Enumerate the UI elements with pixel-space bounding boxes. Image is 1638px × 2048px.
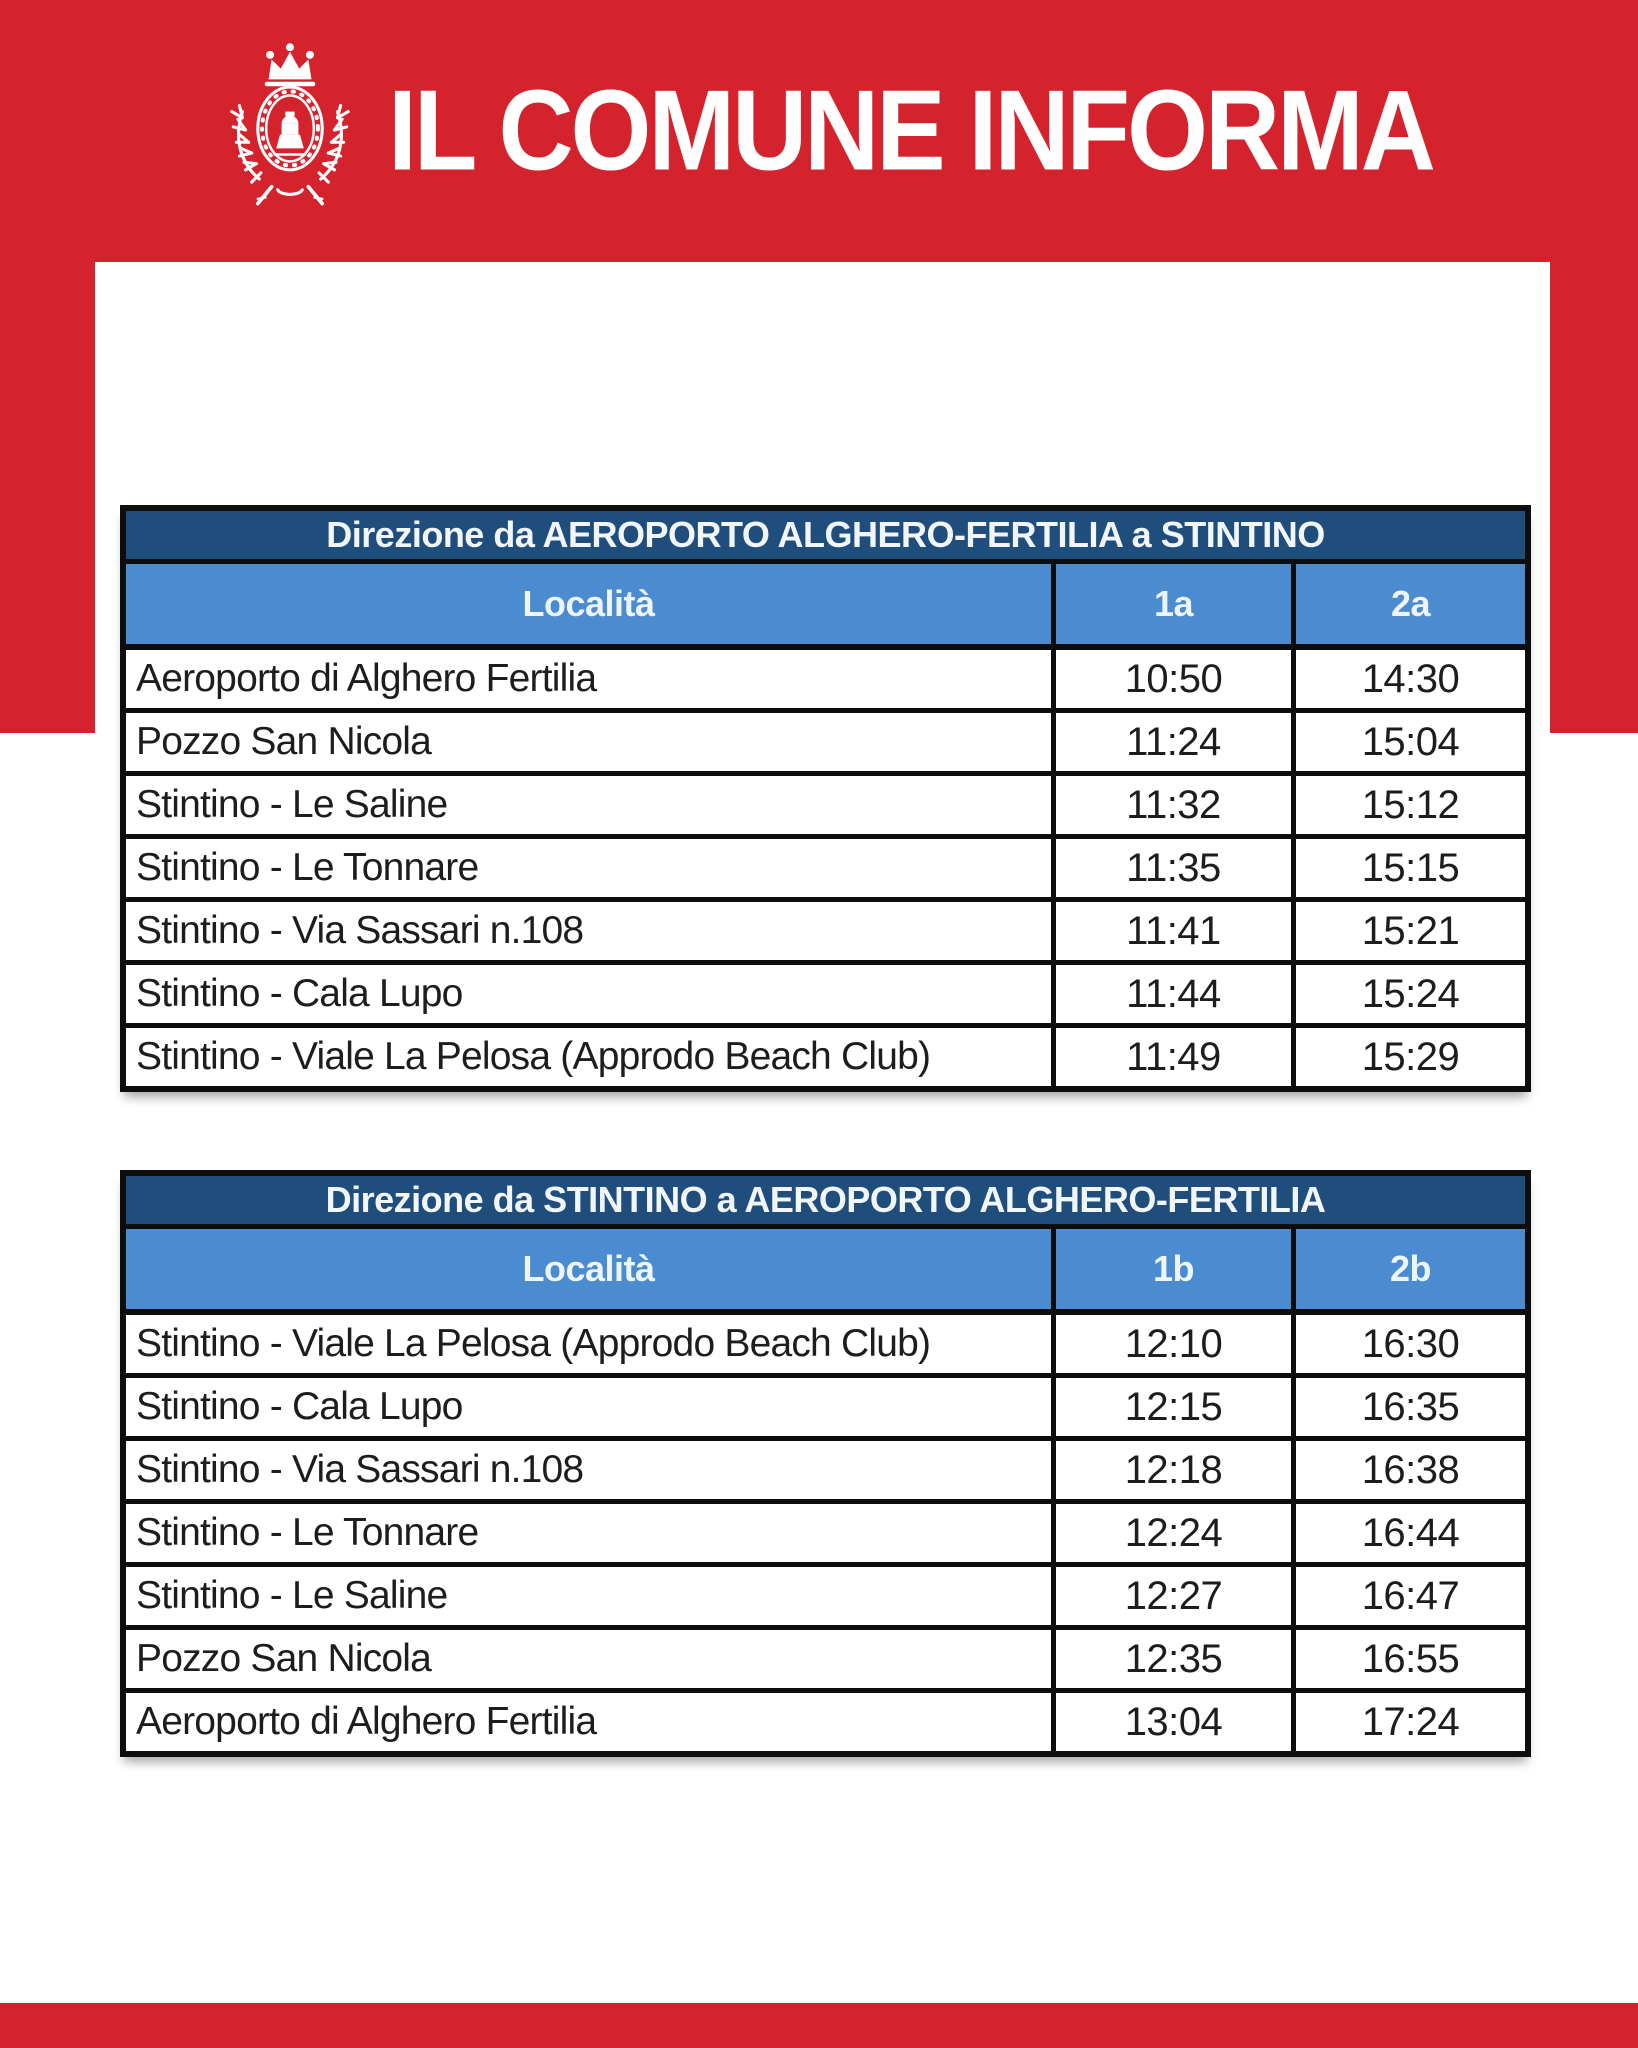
column-header-run-1a: 1a — [1051, 564, 1291, 644]
time-cell: 15:29 — [1291, 1028, 1525, 1086]
time-cell: 15:04 — [1291, 713, 1525, 771]
locality-cell: Pozzo San Nicola — [136, 1637, 432, 1680]
time-cell: 12:10 — [1051, 1315, 1291, 1373]
table-row — [126, 1378, 1525, 1441]
locality-cell: Stintino - Cala Lupo — [136, 1385, 463, 1428]
locality-cell: Stintino - Le Tonnare — [136, 846, 479, 889]
timetable-stintino-to-airport — [120, 1170, 1531, 1757]
table-row — [126, 1441, 1525, 1504]
table-row — [126, 1567, 1525, 1630]
table-row — [126, 1693, 1525, 1751]
tower-icon — [276, 112, 304, 149]
locality-cell: Stintino - Le Saline — [136, 1574, 448, 1617]
column-header-run-1b: 1b — [1051, 1229, 1291, 1309]
laurel-right-icon — [319, 105, 348, 182]
table-row — [126, 839, 1525, 902]
table-row — [126, 650, 1525, 713]
locality-cell: Stintino - Viale La Pelosa (Approdo Beach Club) — [136, 1035, 931, 1078]
time-cell: 14:30 — [1291, 650, 1525, 708]
time-cell: 12:35 — [1051, 1630, 1291, 1688]
table-row — [126, 713, 1525, 776]
locality-cell: Stintino - Le Saline — [136, 783, 448, 826]
table-title: Direzione da STINTINO a AEROPORTO ALGHERO-FERTILIA — [126, 1176, 1525, 1229]
locality-cell: Stintino - Le Tonnare — [136, 1511, 479, 1554]
time-cell: 11:41 — [1051, 902, 1291, 960]
table-row — [126, 902, 1525, 965]
time-cell: 17:24 — [1291, 1693, 1525, 1751]
time-cell: 11:32 — [1051, 776, 1291, 834]
table-row — [126, 1315, 1525, 1378]
time-cell: 15:15 — [1291, 839, 1525, 897]
time-cell: 15:21 — [1291, 902, 1525, 960]
column-header-run-2b: 2b — [1291, 1229, 1525, 1309]
column-header-run-2a: 2a — [1291, 564, 1525, 644]
locality-cell: Stintino - Viale La Pelosa (Approdo Beach Club) — [136, 1322, 931, 1365]
time-cell: 16:35 — [1291, 1378, 1525, 1436]
time-cell: 12:15 — [1051, 1378, 1291, 1436]
locality-cell: Aeroporto di Alghero Fertilia — [136, 1700, 597, 1743]
locality-cell: Stintino - Via Sassari n.108 — [136, 909, 584, 952]
time-cell: 12:24 — [1051, 1504, 1291, 1562]
column-header-locality: Località — [522, 1248, 655, 1289]
laurel-left-icon — [232, 105, 261, 182]
time-cell: 12:18 — [1051, 1441, 1291, 1499]
footer-red-bar — [0, 2003, 1638, 2048]
table-row — [126, 1028, 1525, 1086]
time-cell: 11:35 — [1051, 839, 1291, 897]
time-cell: 15:12 — [1291, 776, 1525, 834]
time-cell: 11:24 — [1051, 713, 1291, 771]
locality-cell: Aeroporto di Alghero Fertilia — [136, 657, 597, 700]
timetable-airport-to-stintino — [120, 505, 1531, 1092]
time-cell: 16:44 — [1291, 1504, 1525, 1562]
table-row — [126, 1504, 1525, 1567]
time-cell: 15:24 — [1291, 965, 1525, 1023]
table-header-row — [126, 564, 1525, 650]
column-header-locality: Località — [522, 583, 655, 624]
crown-icon — [266, 43, 314, 84]
time-cell: 11:49 — [1051, 1028, 1291, 1086]
locality-cell: Pozzo San Nicola — [136, 720, 432, 763]
time-cell: 10:50 — [1051, 650, 1291, 708]
time-cell: 16:55 — [1291, 1630, 1525, 1688]
banner-title: IL COMUNE INFORMA — [388, 66, 1433, 195]
time-cell: 16:38 — [1291, 1441, 1525, 1499]
municipal-coat-of-arms-icon — [198, 38, 382, 222]
time-cell: 16:30 — [1291, 1315, 1525, 1373]
time-cell: 12:27 — [1051, 1567, 1291, 1625]
time-cell: 13:04 — [1051, 1693, 1291, 1751]
table-row — [126, 965, 1525, 1028]
table-title: Direzione da AEROPORTO ALGHERO-FERTILIA a STINTINO — [126, 511, 1525, 564]
ribbon-icon — [258, 187, 322, 204]
time-cell: 16:47 — [1291, 1567, 1525, 1625]
time-cell: 11:44 — [1051, 965, 1291, 1023]
locality-cell: Stintino - Cala Lupo — [136, 972, 463, 1015]
table-row — [126, 1630, 1525, 1693]
table-row — [126, 776, 1525, 839]
table-header-row — [126, 1229, 1525, 1315]
locality-cell: Stintino - Via Sassari n.108 — [136, 1448, 584, 1491]
